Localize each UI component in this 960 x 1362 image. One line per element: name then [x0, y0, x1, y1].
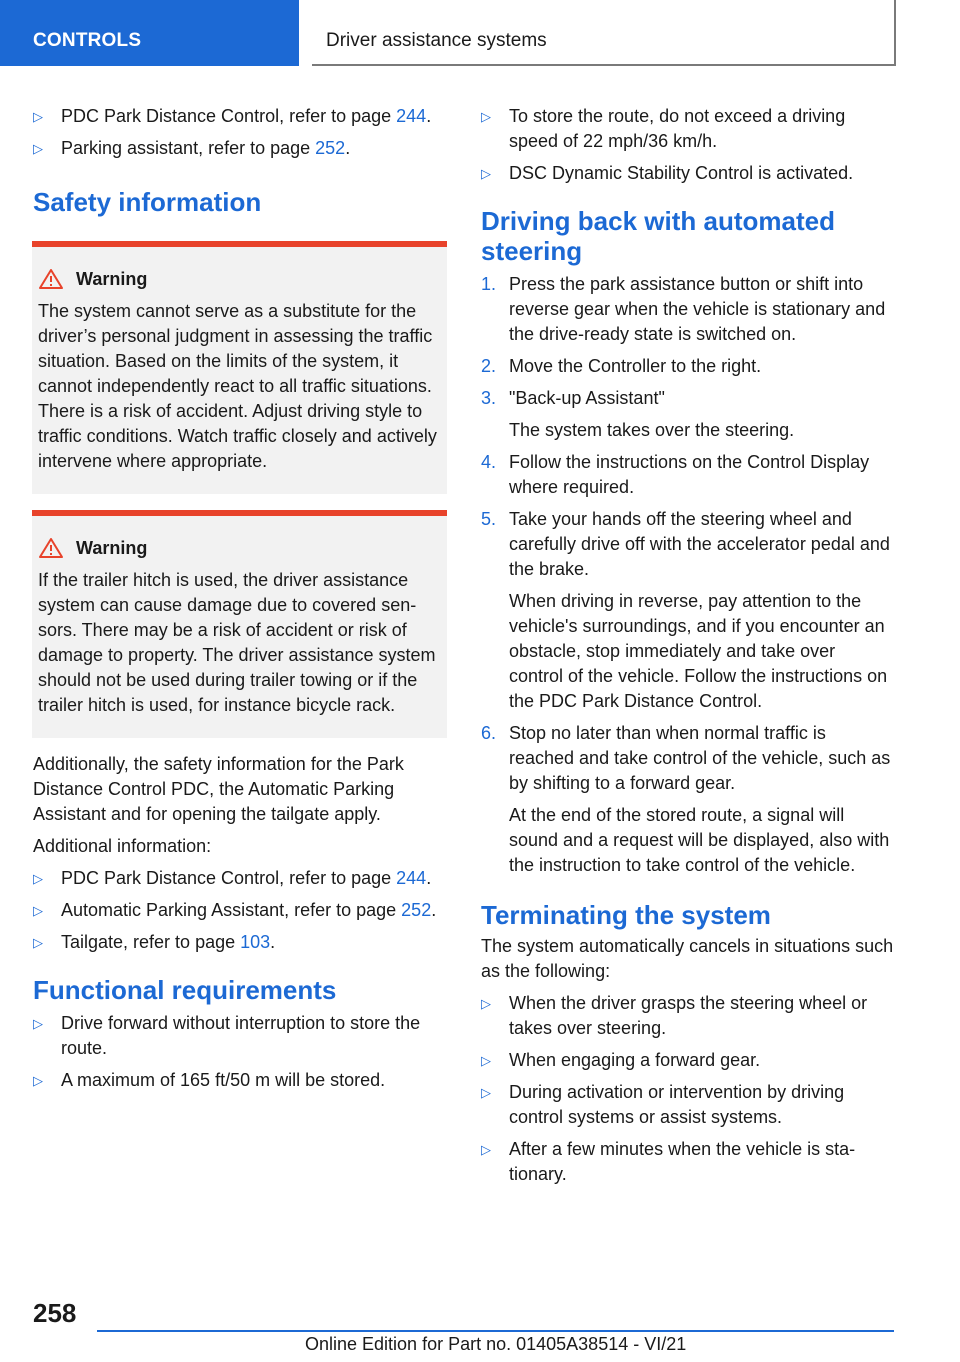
section-heading: Functional requirements	[33, 975, 337, 1005]
triangle-right-icon: ▷	[481, 1053, 491, 1068]
warning-text: The system cannot serve as a substitute for the driver’s personal judgment in assessing the traffic situation. Based on the limits of the system, it cannot independently react to all traffic situations. There is a risk of accident. Adjust driving style to traffic conditions. Watch traffic closely and actively intervene where appropriate.	[38, 301, 437, 471]
triangle-right-icon: ▷	[33, 141, 43, 156]
page-link[interactable]: 252	[401, 900, 432, 920]
list-item: ▷ PDC Park Distance Control, refer to page 244.	[33, 104, 447, 129]
warning-triangle-icon	[38, 537, 74, 559]
reference-list	[33, 104, 447, 161]
list-item: ▷ PDC Park Distance Control, refer to page 244.	[33, 866, 447, 891]
step-note: At the end of the stored route, a signal will sound and a request will be displayed, also with the instruction to take control of the vehicle.	[509, 805, 890, 875]
triangle-right-icon: ▷	[33, 1073, 43, 1088]
section-heading: Terminating the system	[481, 900, 771, 930]
step-item: 5. Take your hands off the steering wheel and carefully drive off with the accelerator pedal and the brake. When driving in reverse, pay attention to the vehicle's surroundings, and if you encounter an obstacle, stop immediately and take over control of the vehicle. Follow the instructions on the PDC Park Distance Control.	[481, 507, 894, 714]
triangle-right-icon: ▷	[33, 1016, 43, 1031]
cancel-conditions-list	[481, 991, 894, 1187]
triangle-right-icon: ▷	[33, 903, 43, 918]
list-item: ▷ Tailgate, refer to page 103.	[33, 930, 447, 955]
step-item: 6. Stop no later than when normal traffic is reached and take control of the vehicle, such as by shifting to a forward gear. At the end of the stored route, a signal will sound and a request will be displayed, also with the instruction to take control of the vehicle.	[481, 721, 894, 878]
body-paragraph: The system automatically cancels in situations such as the following:	[481, 936, 894, 981]
requirements-list	[481, 104, 894, 186]
reference-list	[33, 866, 447, 955]
footer-divider	[97, 1330, 894, 1332]
step-item: 3. "Back-up Assistant" The system takes over the steering.	[481, 386, 894, 443]
section-tab	[0, 0, 299, 66]
triangle-right-icon: ▷	[481, 1142, 491, 1157]
step-item: 4. Follow the instructions on the Control Display where required.	[481, 452, 870, 497]
section-heading: Driving back with automated steering	[481, 206, 835, 266]
step-item: 1. Press the park assistance button or shift into reverse gear when the vehicle is stationary and the drive-ready state is switched on.	[481, 274, 886, 344]
page-link[interactable]: 252	[315, 138, 346, 158]
warning-label: Warning	[76, 538, 148, 558]
page-number: 258	[33, 1298, 77, 1328]
list-item: ▷ After a few minutes when the vehicle is stationary.	[481, 1139, 856, 1184]
step-note: The system takes over the steering.	[509, 420, 795, 440]
steps-list	[481, 272, 894, 878]
list-item: ▷ Automatic Parking Assistant, refer to page 252.	[33, 898, 447, 923]
step-number: 1.	[481, 274, 497, 294]
list-item: ▷ Parking assistant, refer to page 252.	[33, 136, 447, 161]
section-label: CONTROLS	[33, 30, 142, 51]
section-heading: Safety information	[33, 187, 262, 217]
body-paragraph: Additional information:	[33, 836, 212, 856]
edition-info: Online Edition for Part no. 01405A38514 - VI/21	[305, 1334, 687, 1354]
warning-box	[32, 510, 447, 738]
step-note: When driving in reverse, pay attention to the vehicle's surroundings, and if you encounter an obstacle, stop immediately and take over control of the vehicle. Follow the instructions on the PDC Park Distance Control.	[509, 591, 888, 711]
list-item: ▷ When engaging a forward gear.	[481, 1048, 894, 1073]
warning-label: Warning	[76, 269, 148, 289]
step-number: 2.	[481, 356, 497, 376]
page-link[interactable]: 103	[240, 932, 271, 952]
list-item: ▷ A maximum of 165 ft/50 m will be stored.	[33, 1068, 447, 1093]
body-paragraph: Additionally, the safety information for the Park Distance Control PDC, the Automatic Parking Assistant and for opening the tailgate apply.	[33, 754, 404, 824]
chapter-header	[312, 0, 896, 66]
list-item: ▷ During activation or intervention by driving control systems or assist systems.	[481, 1082, 845, 1127]
triangle-right-icon: ▷	[481, 1085, 491, 1100]
step-number: 6.	[481, 723, 497, 743]
triangle-right-icon: ▷	[33, 109, 43, 124]
triangle-right-icon: ▷	[481, 166, 491, 181]
list-item: ▷ To store the route, do not exceed a driving speed of 22 mph/36 km/h.	[481, 106, 846, 151]
chapter-title: Driver assistance systems	[326, 30, 547, 51]
page-link[interactable]: 244	[396, 106, 427, 126]
right-column	[481, 104, 894, 1194]
triangle-right-icon: ▷	[33, 871, 43, 886]
warning-text: If the trailer hitch is used, the driver assistance system can cause damage due to covered sensors. There may be a risk of accident or risk of damage to property. The driver assistance system should not be used during trailer towing or if the trailer hitch is used, for instance bicycle rack.	[38, 570, 436, 715]
triangle-right-icon: ▷	[481, 996, 491, 1011]
warning-triangle-icon	[38, 268, 74, 290]
page-link[interactable]: 244	[396, 868, 427, 888]
requirements-list	[33, 1011, 447, 1093]
step-number: 5.	[481, 509, 497, 529]
list-item: ▷ Drive forward without interruption to store the route.	[33, 1013, 421, 1058]
step-number: 3.	[481, 388, 497, 408]
triangle-right-icon: ▷	[481, 109, 491, 124]
list-item: ▷ When the driver grasps the steering wheel or takes over steering.	[481, 993, 868, 1038]
triangle-right-icon: ▷	[33, 935, 43, 950]
step-number: 4.	[481, 452, 497, 472]
step-item: 2. Move the Controller to the right.	[481, 354, 894, 379]
warning-box	[32, 241, 447, 494]
list-item: ▷ DSC Dynamic Stability Control is activated.	[481, 161, 894, 186]
left-column	[33, 104, 447, 1100]
